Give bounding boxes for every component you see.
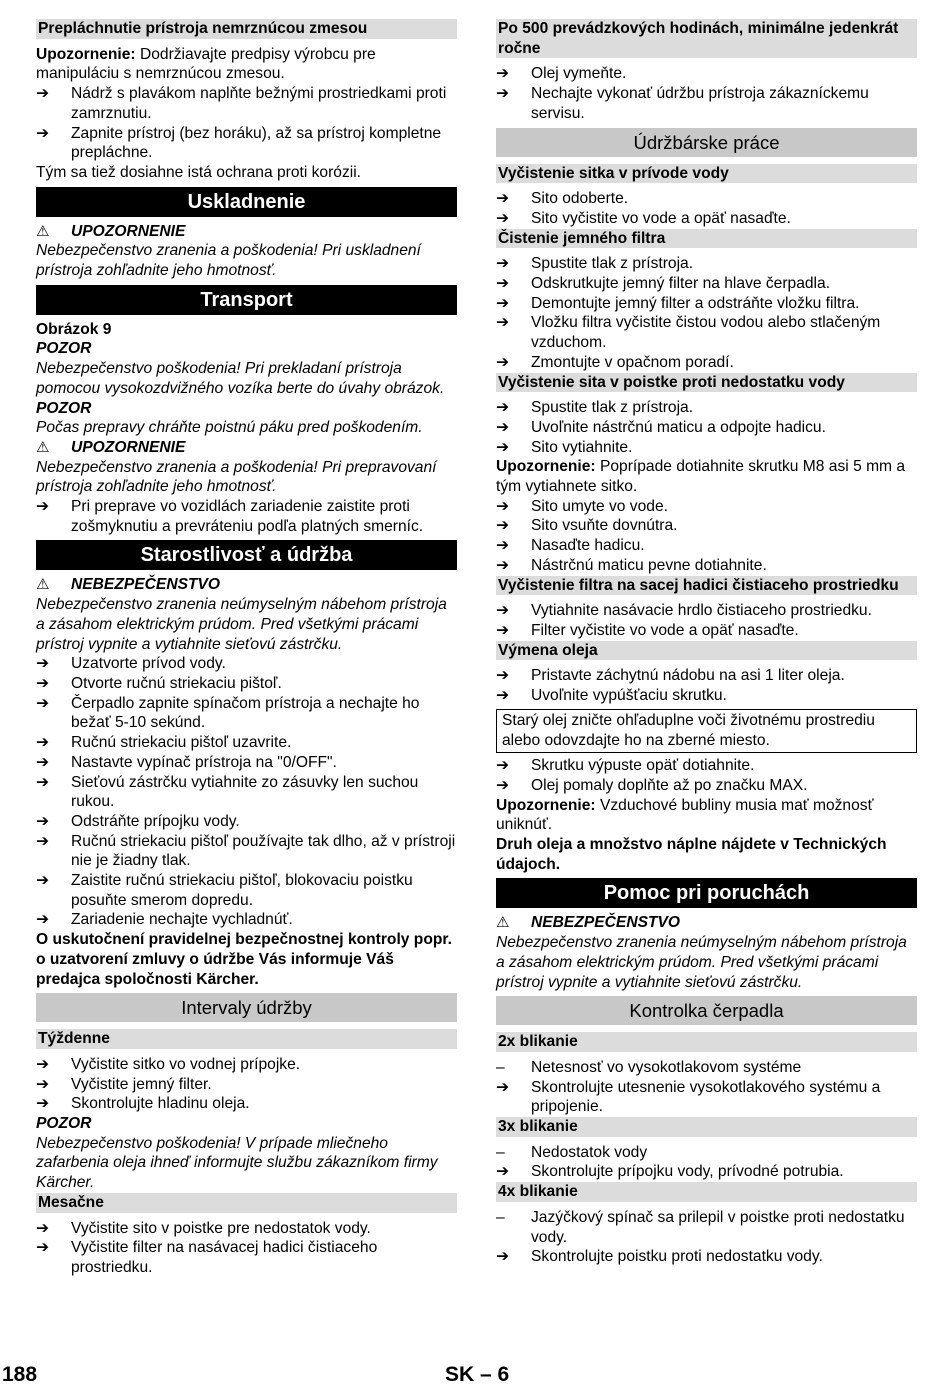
arrow-icon: ➔	[36, 655, 50, 673]
list-item-text: Skontrolujte prípojku vody, prívodné potrubia.	[531, 1163, 844, 1181]
list-item	[36, 124, 457, 163]
list-item	[36, 497, 457, 536]
list-item	[36, 832, 457, 871]
list	[496, 601, 917, 640]
list-item-text: Skontrolujte utesnenie vysokotlakového systému a pripojenie.	[531, 1078, 881, 1116]
chapter-title: Uskladnenie	[36, 187, 457, 217]
bold-paragraph: O uskutočnení pravidelnej bezpečnostnej kontroly popr. o uzatvorení zmluvy o údržbe Vás informuje Váš predajca spoločnosti Kärcher.	[36, 931, 452, 988]
caution-label: POZOR	[36, 399, 92, 417]
list-item-text: Uvoľnite nástrčnú maticu a odpojte hadicu.	[531, 418, 826, 436]
list-item-text: Sito vsuňte dovnútra.	[531, 517, 678, 535]
list	[496, 1078, 917, 1117]
list-item-text: Vyčistite jemný filter.	[71, 1075, 212, 1093]
list	[496, 189, 917, 228]
chapter-title: Starostlivosť a údržba	[36, 540, 457, 570]
list-item-text: Spustite tlak z prístroja.	[531, 255, 694, 273]
list-item-text: Sieťovú zástrčku vytiahnite zo zásuvky len suchou rukou.	[71, 773, 419, 811]
list-item-text: Zmontujte v opačnom poradí.	[531, 353, 734, 371]
subsection-title: Výmena oleja	[496, 641, 917, 661]
list-item	[36, 654, 457, 674]
list-item	[496, 1078, 917, 1117]
warning-label: ⚠ UPOZORNENIE	[36, 438, 186, 456]
chapter-title: Transport	[36, 285, 457, 315]
arrow-icon: ➔	[496, 190, 510, 208]
arrow-icon: ➔	[36, 872, 50, 890]
arrow-icon: ➔	[496, 757, 510, 775]
arrow-icon: ➔	[36, 1219, 50, 1237]
arrow-icon: ➔	[496, 353, 510, 371]
arrow-icon: ➔	[496, 621, 510, 639]
list-item	[496, 601, 917, 621]
list-item	[496, 686, 917, 706]
note-text: Vzduchové bubliny musia mať možnosť uniknúť.	[496, 796, 874, 834]
arrow-icon: ➔	[496, 1078, 510, 1096]
arrow-icon: ➔	[36, 734, 50, 752]
arrow-icon: ➔	[36, 1075, 50, 1093]
arrow-icon: ➔	[496, 1248, 510, 1266]
arrow-icon: ➔	[36, 911, 50, 929]
arrow-icon: ➔	[496, 255, 510, 273]
note-label: Upozornenie:	[36, 45, 136, 63]
subsection-title: Vyčistenie sitka v prívode vody	[496, 164, 917, 184]
list-item-text: Zapnite prístroj (bez horáku), až sa prístroj kompletne prepláchne.	[71, 124, 442, 162]
page-footer	[0, 1363, 950, 1384]
arrow-icon: ➔	[496, 602, 510, 620]
list-item-text: Sito vytiahnite.	[531, 438, 633, 456]
list-item-text: Uzatvorte prívod vody.	[71, 655, 226, 673]
arrow-icon: ➔	[36, 812, 50, 830]
bold-paragraph: Druh oleja a množstvo náplne nájdete v Technických údajoch.	[496, 836, 887, 873]
list-item	[496, 189, 917, 209]
list-item-text: Vyčistite sitko vo vodnej prípojke.	[71, 1055, 301, 1073]
warning-icon: ⚠	[36, 576, 50, 594]
list-item	[496, 64, 917, 84]
list-item-text: Demontujte jemný filter a odstráňte vložku filtra.	[531, 294, 860, 312]
list	[496, 398, 917, 457]
list-item-text: Skrutku výpuste opäť dotiahnite.	[531, 757, 755, 775]
list-item	[496, 516, 917, 536]
arrow-icon: ➔	[496, 687, 510, 705]
list-item	[36, 1238, 457, 1277]
list-item	[496, 274, 917, 294]
list-item-text: Nastavte vypínač prístroja na "0/OFF".	[71, 753, 337, 771]
subsection-title: Mesačne	[36, 1193, 457, 1213]
arrow-icon: ➔	[496, 667, 510, 685]
list-item-text: Sito umyte vo vode.	[531, 497, 668, 515]
section-title: Prepláchnutie prístroja nemrznúcou zmesou	[36, 19, 457, 39]
arrow-icon: ➔	[36, 124, 50, 142]
subsection-title: Vyčistenie filtra na sacej hadici čistiaceho prostriedku	[496, 576, 917, 596]
arrow-icon: ➔	[496, 537, 510, 555]
list-item-text: Čerpadlo zapnite spínačom prístroja a nechajte ho bežať 5-10 sekúnd.	[71, 694, 420, 732]
list-item	[496, 776, 917, 796]
subsection-title: 3x blikanie	[496, 1117, 917, 1137]
arrow-icon: ➔	[496, 314, 510, 332]
danger-text: Nebezpečenstvo zranenia neúmyselným nábehom prístroja a zásahom elektrickým prúdom. Pred všetkými prácami prístroj vypnite a vytiahnite sieťovú zástrčku.	[36, 596, 447, 653]
subsection-title: Vyčistenie sita v poistke proti nedostatku vody	[496, 373, 917, 393]
caution-text: Nebezpečenstvo poškodenia! V prípade mliečneho zafarbenia oleja ihneď informujte službu zákazníkom firmy Kärcher.	[36, 1134, 438, 1192]
list-item	[496, 353, 917, 373]
list-item	[496, 313, 917, 352]
list-item	[496, 666, 917, 686]
subsection-title: 2x blikanie	[496, 1032, 917, 1052]
list-item	[36, 733, 457, 753]
section-title: Údržbárske práce	[496, 128, 917, 157]
list-item-text: Nechajte vykonať údržbu prístroja zákazníckemu servisu.	[531, 85, 869, 122]
list-item-text: Zariadenie nechajte vychladnúť.	[71, 911, 293, 929]
arrow-icon: ➔	[36, 832, 50, 850]
list-item	[36, 694, 457, 733]
arrow-icon: ➔	[496, 517, 510, 535]
section-title: Kontrolka čerpadla	[496, 996, 917, 1025]
cause-item: – Netesnosť vo vysokotlakovom systéme	[496, 1058, 802, 1076]
arrow-icon: ➔	[496, 85, 510, 103]
arrow-icon: ➔	[496, 776, 510, 794]
arrow-icon: ➔	[496, 497, 510, 515]
list-item-text: Nasaďte hadicu.	[531, 537, 645, 555]
list	[36, 84, 457, 163]
caution-text: Nebezpečenstvo poškodenia! Pri prekladaní prístroja pomocou vysokozdvižného vozíka berte do úvahy obrázok.	[36, 360, 445, 397]
arrow-icon: ➔	[36, 694, 50, 712]
list-item-text: Ručnú striekaciu pištoľ používajte tak dlho, až v prístroji nie je žiadny tlak.	[71, 832, 456, 870]
arrow-icon: ➔	[496, 438, 510, 456]
list-item-text: Sito odoberte.	[531, 190, 629, 208]
list-item	[496, 209, 917, 229]
list-item	[496, 1162, 917, 1182]
list-item	[496, 398, 917, 418]
list-item-text: Pri preprave vo vozidlách zariadenie zaistite proti zošmyknutiu a prevráteniu podľa platných smerníc.	[71, 498, 424, 535]
subsection-title: Čistenie jemného filtra	[496, 229, 917, 249]
section-title: Intervaly údržby	[36, 993, 457, 1022]
list-item-text: Odskrutkujte jemný filter na hlave čerpadla.	[531, 275, 831, 293]
cause-item: – Nedostatok vody	[496, 1143, 648, 1161]
list	[496, 497, 917, 576]
caution-label: POZOR	[36, 340, 92, 358]
danger-text: Nebezpečenstvo zranenia neúmyselným nábehom prístroja a zásahom elektrickým prúdom. Pred všetkými prácami prístroj vypnite a vytiahnite sieťovú zástrčku.	[496, 934, 907, 991]
left-column	[36, 19, 457, 1278]
right-column	[496, 19, 917, 1267]
warning-icon: ⚠	[36, 438, 50, 456]
environment-note-box: Starý olej zničte ohľaduplne voči životnému prostrediu alebo odovzdajte ho na zberné miesto.	[496, 709, 917, 753]
subsection-title: Týždenne	[36, 1029, 457, 1049]
arrow-icon: ➔	[36, 753, 50, 771]
list-item-text: Sito vyčistite vo vode a opäť nasaďte.	[531, 209, 791, 227]
warning-icon: ⚠	[496, 914, 510, 932]
note-text: Poprípade dotiahnite skrutku M8 asi 5 mm a tým vytiahnete sitko.	[496, 458, 906, 496]
list-item	[36, 84, 457, 123]
list-item	[36, 674, 457, 694]
list	[36, 1055, 457, 1114]
warning-text: Nebezpečenstvo zranenia a poškodenia! Pri prepravovaní prístroja zohľadnite jeho hmotnosť.	[36, 458, 437, 496]
list-item	[496, 418, 917, 438]
list	[36, 497, 457, 536]
arrow-icon: ➔	[496, 65, 510, 83]
figure-ref: Obrázok 9	[36, 320, 112, 338]
list-item	[496, 621, 917, 641]
list	[36, 654, 457, 930]
note-text: Dodržiavajte predpisy výrobcu pre manipuláciu s nemrznúcou zmesou.	[36, 45, 376, 83]
note	[36, 45, 457, 84]
paragraph: Tým sa tiež dosiahne istá ochrana proti korózii.	[36, 163, 362, 181]
list-item	[36, 1219, 457, 1239]
arrow-icon: ➔	[496, 556, 510, 574]
list-item	[36, 753, 457, 773]
cause-item: – Jazýčkový spínač sa prilepil v poistke proti nedostatku vody.	[496, 1208, 905, 1246]
list-item-text: Vložku filtra vyčistite čistou vodou alebo stlačeným vzduchom.	[531, 314, 881, 352]
list-item-text: Vyčistite filter na nasávacej hadici čistiaceho prostriedku.	[71, 1239, 378, 1276]
list-item-text: Uvoľnite vypúšťaciu skrutku.	[531, 687, 727, 705]
list-item-text: Nástrčnú maticu pevne dotiahnite.	[531, 556, 767, 574]
list-item	[36, 910, 457, 930]
list-item	[36, 1075, 457, 1095]
arrow-icon: ➔	[496, 1163, 510, 1181]
list-item-text: Filter vyčistite vo vode a opäť nasaďte.	[531, 621, 799, 639]
subsection-title: 4x blikanie	[496, 1182, 917, 1202]
list-item	[496, 497, 917, 517]
warning-label: ⚠ UPOZORNENIE	[36, 222, 186, 240]
list-item	[496, 556, 917, 576]
list	[496, 1247, 917, 1267]
arrow-icon: ➔	[36, 773, 50, 791]
dash-marker: –	[496, 1143, 505, 1161]
list-item-text: Nádrž s plavákom naplňte bežnými prostriedkami proti zamrznutiu.	[71, 85, 447, 122]
list-item-text: Vytiahnite nasávacie hrdlo čistiaceho prostriedku.	[531, 602, 872, 620]
list	[496, 1162, 917, 1182]
note-label: Upozornenie:	[496, 458, 596, 476]
arrow-icon: ➔	[36, 674, 50, 692]
caution-text: Počas prepravy chráňte poistnú páku pred poškodením.	[36, 419, 423, 437]
list-item	[36, 871, 457, 910]
list-item-text: Ručnú striekaciu pištoľ uzavrite.	[71, 734, 292, 752]
list-item-text: Otvorte ručnú striekaciu pištoľ.	[71, 674, 282, 692]
list-item-text: Odstráňte prípojku vody.	[71, 812, 240, 830]
arrow-icon: ➔	[496, 209, 510, 227]
list-item-text: Skontrolujte poistku proti nedostatku vody.	[531, 1248, 823, 1266]
list-item-text: Olej pomaly doplňte až po značku MAX.	[531, 776, 808, 794]
list-item	[496, 438, 917, 458]
arrow-icon: ➔	[496, 294, 510, 312]
arrow-icon: ➔	[496, 275, 510, 293]
list-item-text: Olej vymeňte.	[531, 65, 627, 83]
list-item	[36, 773, 457, 812]
note	[496, 796, 917, 835]
list-item	[496, 536, 917, 556]
chapter-title: Pomoc pri poruchách	[496, 878, 917, 908]
list	[496, 64, 917, 123]
caution-label: POZOR	[36, 1115, 92, 1133]
list-item-text: Spustite tlak z prístroja.	[531, 399, 694, 417]
dash-marker: –	[496, 1058, 505, 1076]
list-item	[496, 84, 917, 123]
arrow-icon: ➔	[496, 418, 510, 436]
list-item	[36, 1055, 457, 1075]
list-item	[496, 1247, 917, 1267]
list-item-text: Pristavte záchytnú nádobu na asi 1 liter oleja.	[531, 667, 845, 685]
list-item	[496, 294, 917, 314]
arrow-icon: ➔	[36, 498, 50, 516]
subsection-title: Po 500 prevádzkových hodinách, minimálne jedenkrát ročne	[496, 19, 917, 58]
danger-label: ⚠ NEBEZPEČENSTVO	[36, 576, 221, 594]
list	[496, 666, 917, 705]
list	[36, 1219, 457, 1278]
list	[496, 254, 917, 372]
warning-text: Nebezpečenstvo zranenia a poškodenia! Pri uskladnení prístroja zohľadnite jeho hmotnosť.	[36, 242, 421, 280]
list	[496, 756, 917, 795]
warning-icon: ⚠	[36, 222, 50, 240]
list-item-text: Zaistite ručnú striekaciu pištoľ, blokovaciu poistku posuňte smerom dopredu.	[71, 872, 413, 909]
note-label: Upozornenie:	[496, 796, 596, 814]
list-item	[36, 1094, 457, 1114]
list-item-text: Skontrolujte hladinu oleja.	[71, 1095, 250, 1113]
list-item	[36, 812, 457, 832]
arrow-icon: ➔	[36, 85, 50, 103]
arrow-icon: ➔	[496, 399, 510, 417]
page-number: 188	[2, 1363, 38, 1386]
page-code: SK – 6	[445, 1363, 510, 1386]
dash-marker: –	[496, 1208, 505, 1226]
list-item	[496, 254, 917, 274]
danger-label: ⚠ NEBEZPEČENSTVO	[496, 914, 681, 932]
arrow-icon: ➔	[36, 1239, 50, 1257]
list-item	[496, 756, 917, 776]
arrow-icon: ➔	[36, 1095, 50, 1113]
arrow-icon: ➔	[36, 1055, 50, 1073]
note	[496, 457, 917, 496]
list-item-text: Vyčistite sito v poistke pre nedostatok vody.	[71, 1219, 371, 1237]
